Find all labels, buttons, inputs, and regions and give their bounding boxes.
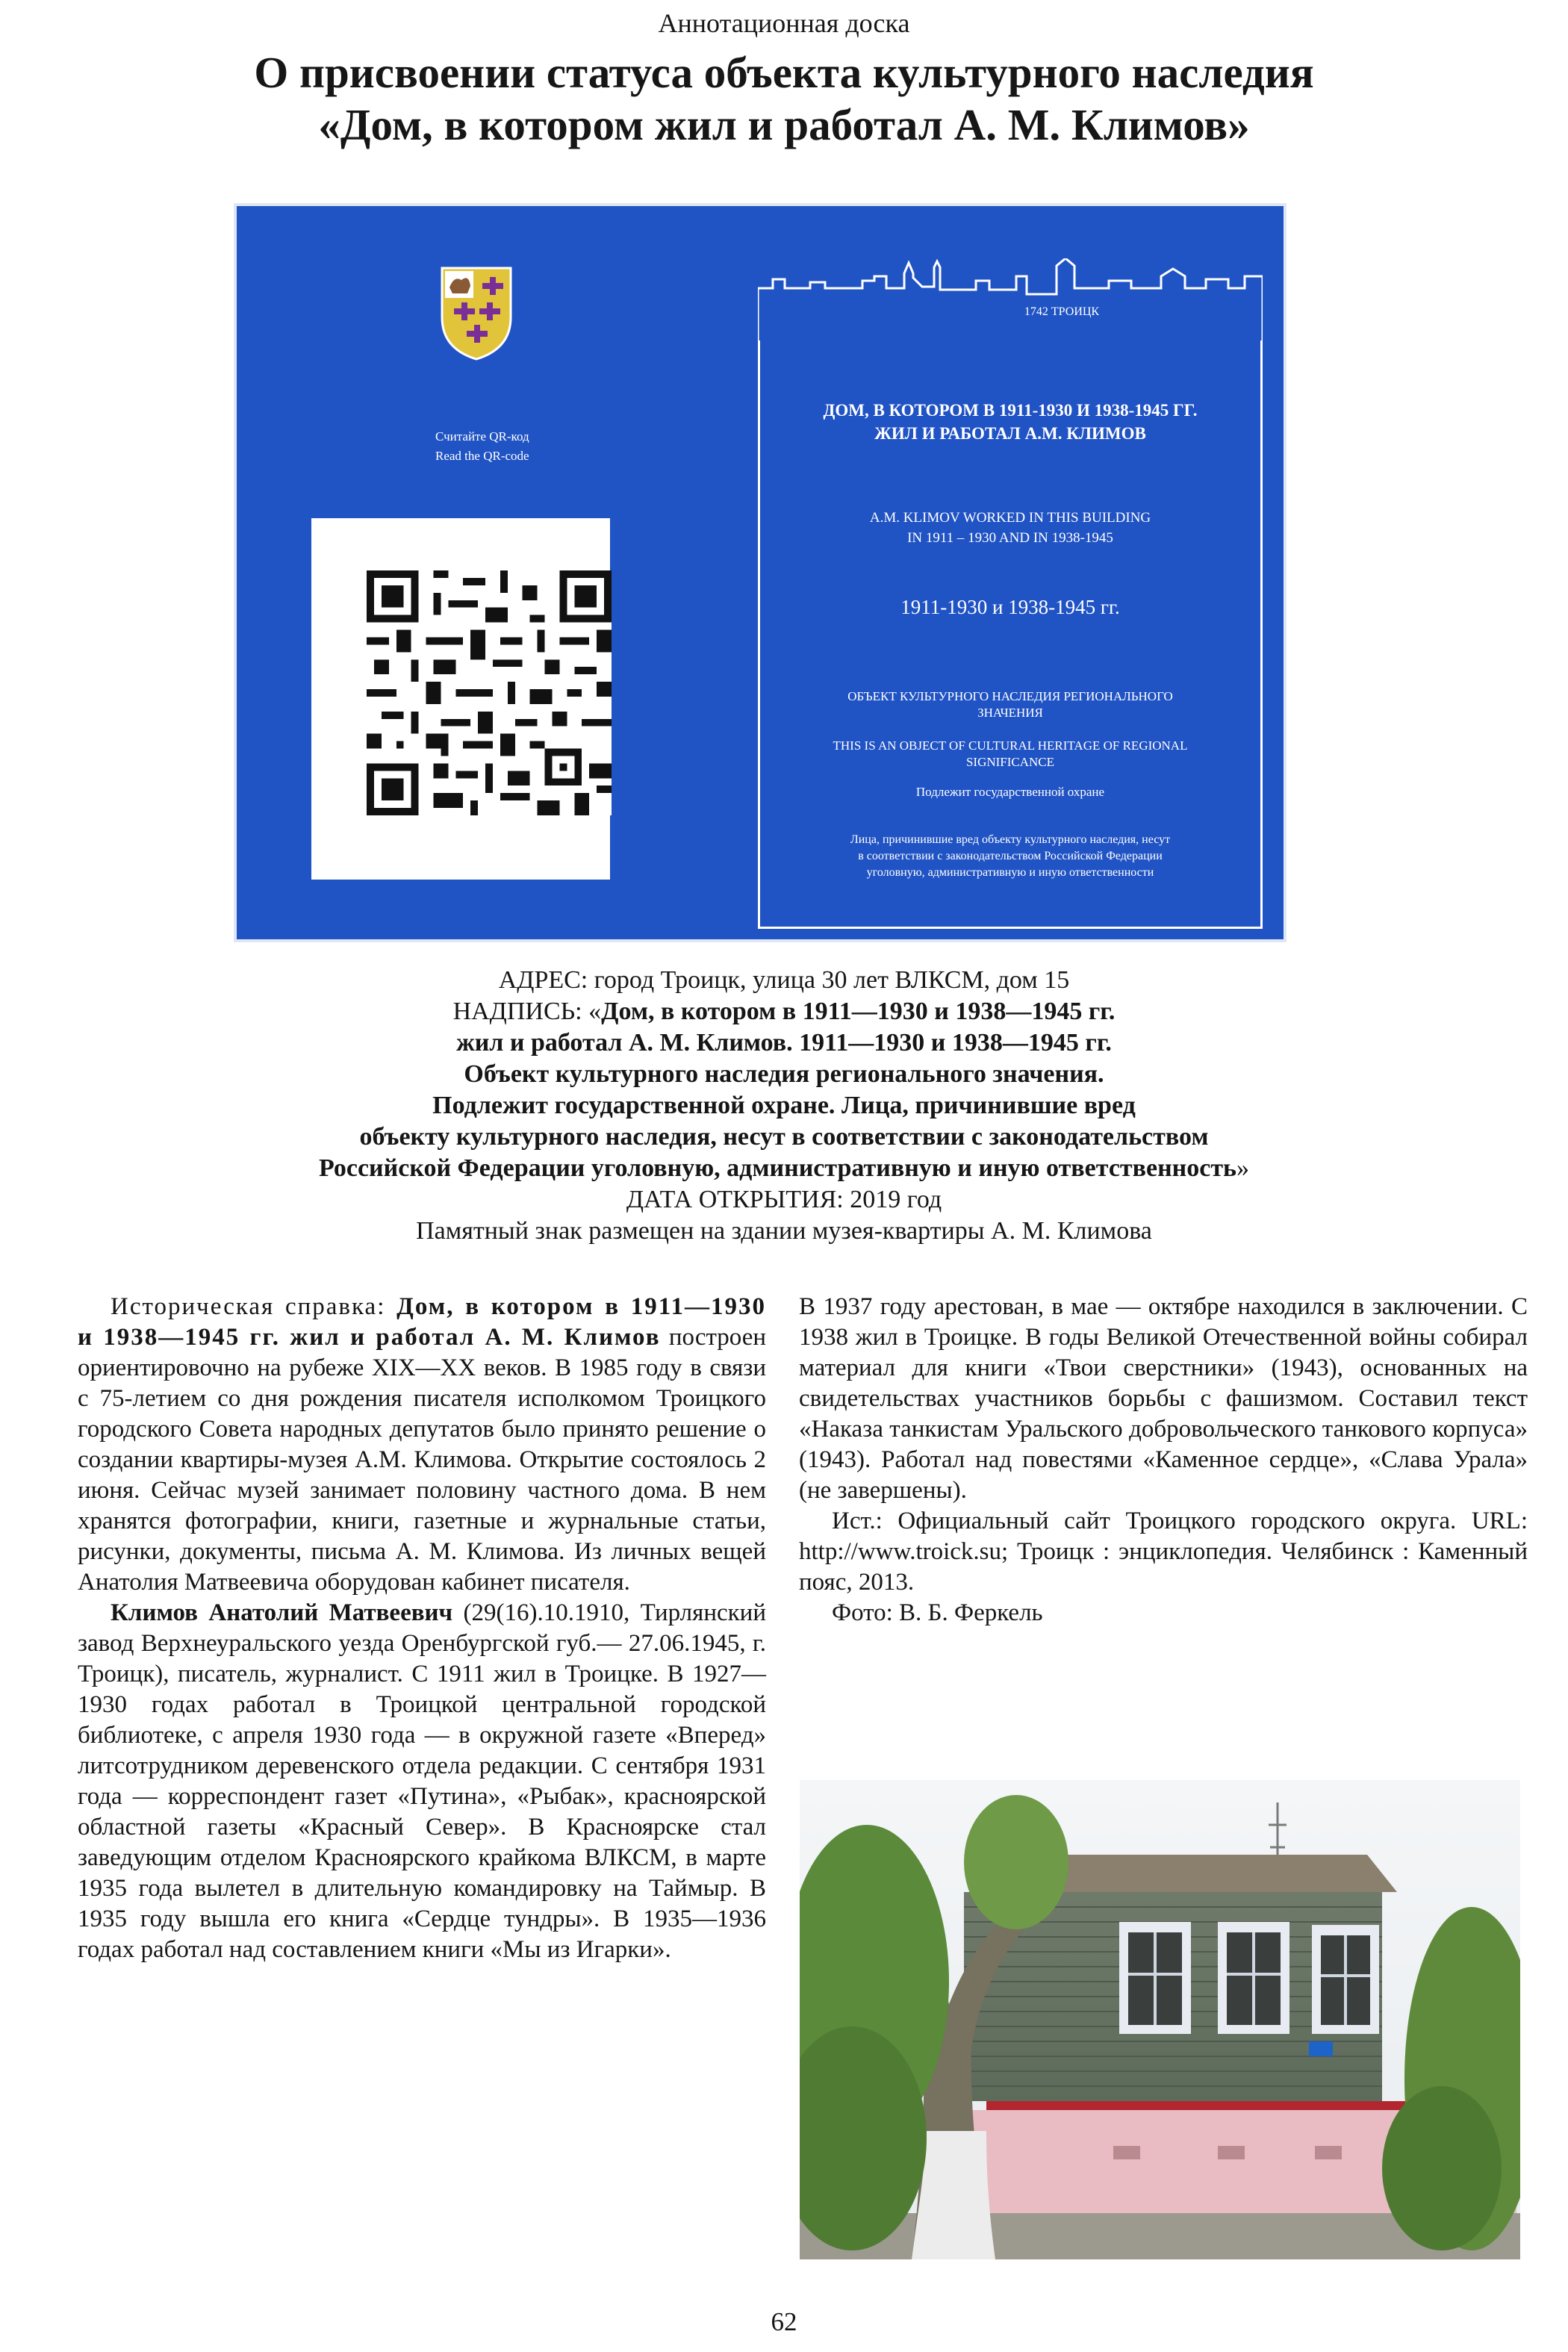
skyline-outline-icon [758,258,1263,348]
section-label: Аннотационная доска [658,8,910,38]
plaque-years: 1911-1930 и 1938-1945 гг. [900,596,1120,618]
plaque-liability-line1: Лица, причинившие вред объекту культурного наследия, несут [850,833,1171,846]
caption-inscription-line4: Подлежит государственной охране. Лица, причинившие вред [432,1092,1136,1119]
title-line-1: О присвоении статуса объекта культурного наследия [254,48,1314,97]
plaque-status-ru-line1: ОБЪЕКТ КУЛЬТУРНОГО НАСЛЕДИЯ РЕГИОНАЛЬНОГО [847,689,1173,703]
article-column-left [78,1292,766,1965]
qr-hint-en: Read the QR-code [435,449,529,463]
page-number: 62 [771,2307,797,2336]
biography-text: (29(16).10.1910, Тирлянский завод Верхнеуральского уезда Оренбургской губ.— 27.06.1945, г. Троицк), писатель, журналист. С 1911 жил в Троицке. В 1927—1930 годах работал в Троицкой центральной городской библиотеке, с апреля 1930 года — в окружной газете «Вперед» литсотрудником деревенского отдела редакции. С сентября 1931 года — корреспондент газет «Путина», «Рыбак», красноярской областной газеты «Красный Север». В Красноярске стал заведующим отделом Красноярского крайкома ВЛКСМ, в марте 1935 года вылетел в длительную командировку на Таймыр. В 1935 году вышла его книга «Сердце тундры». В 1935—1936 годах работал над составлением книги «Мы из Игарки». [78,1599,766,1963]
plaque-status-en-line1: THIS IS AN OBJECT OF CULTURAL HERITAGE OF REGIONAL [833,738,1188,753]
house-photo [800,1780,1520,2259]
qr-code-icon [366,570,612,815]
sources: Ист.: Официальный сайт Троицкого городского округа. URL: http://www.troick.su; Троицк : энциклопедия. Челябинск : Каменный пояс, 2013. [799,1508,1528,1596]
plaque-liability [758,832,1263,881]
coat-of-arms-icon [439,265,514,362]
plaque-liability-line2: в соответствии с законодательством Российской Федерации [858,850,1163,862]
caption-opening-date: ДАТА ОТКРЫТИЯ: 2019 год [626,1186,942,1213]
title-line-2: «Дом, в котором жил и работал А. М. Климов» [318,100,1250,149]
plaque-heading-en-line1: A.M. KLIMOV WORKED IN THIS BUILDING [869,510,1151,526]
qr-hint-ru: Считайте QR-код [435,429,529,444]
article-column-right [799,1292,1528,1628]
plaque-liability-line3: уголовную, административную и иную ответственности [866,866,1154,879]
caption-inscription-line5: объекту культурного наследия, несут в соответствии с законодательством [359,1123,1209,1151]
caption-location-note: Памятный знак размещен на здании музея-квартиры А. М. Климова [416,1217,1152,1245]
plaque-heading-ru-line2: ЖИЛ И РАБОТАЛ А.М. КЛИМОВ [874,424,1146,443]
history-bold: Дом, в котором в 1911—1930 и 1938—1945 гг. жил и работал А. М. Климов [78,1293,766,1351]
caption-inscription-label: НАДПИСЬ: « [452,998,602,1025]
caption-inscription-close: » [1236,1154,1250,1182]
skyline-caption: 1742 ТРОИЦК [1024,305,1100,318]
plaque-caption [0,965,1568,1247]
plaque-status-ru-line2: ЗНАЧЕНИЯ [977,706,1043,720]
caption-inscription-text6: Российской Федерации уголовную, административную и иную ответственность [318,1154,1237,1182]
plaque-status-en [758,738,1263,771]
caption-inscription-text1: Дом, в котором в 1911—1930 и 1938—1945 гг. [601,998,1116,1025]
history-lead: Историческая справка: [111,1293,397,1320]
history-text: построен ориентировочно на рубеже XIX—XX веков. В 1985 году в связи с 75-летием со дня рождения писателя исполкомом Троицкого городского Совета народных депутатов было принято решение о создании квартиры-музея А.М. Климова. Открытие состоялось 2 июня. Сейчас музей занимает половину частного дома. В нем хранятся фотографии, книги, газетные и журнальные статьи, рисунки, документы, письма А. М. Климова. Из личных вещей Анатолия Матвеевича оборудован кабинет писателя. [78,1324,766,1596]
caption-inscription-line3: Объект культурного наследия регионального значения. [464,1060,1104,1088]
caption-inscription-line1 [0,996,1568,1027]
memorial-plaque-photo [234,203,1287,942]
plaque-status-en-line2: SIGNIFICANCE [965,755,1055,769]
biography-continued: В 1937 году арестован, в мае — октябре находился в заключении. С 1938 жил в Троицке. В годы Великой Отечественной войны собирал материал для книги «Твои сверстники» (1943), основанных на свидетельствах участников борьбы с фашизмом. Составил текст «Наказа танкистам Уральского добровольческого танкового корпуса» (1943). Работал над повестями «Каменное сердце», «Слава Урала» (не завершены). [799,1293,1528,1504]
page-title [0,46,1568,151]
biography-paragraph [78,1598,766,1965]
history-paragraph [78,1292,766,1598]
caption-inscription-line6 [0,1153,1568,1184]
biography-name: Климов Анатолий Матвеевич [111,1599,453,1626]
plaque-heading-ru-line1: ДОМ, В КОТОРОМ В 1911-1930 И 1938-1945 ГГ. [823,401,1198,420]
qr-code-card [311,518,610,880]
plaque-heading-en-line2: IN 1911 – 1930 AND IN 1938-1945 [907,530,1113,546]
caption-inscription-line2: жил и работал А. М. Климов. 1911—1930 и 1938—1945 гг. [456,1029,1112,1057]
plaque-heading-en [758,508,1263,548]
plaque-protection: Подлежит государственной охране [915,785,1105,799]
photo-credit: Фото: В. Б. Феркель [832,1599,1043,1626]
plaque-heading-ru [758,399,1263,445]
plaque-status-ru [758,688,1263,721]
caption-address: АДРЕС: город Троицк, улица 30 лет ВЛКСМ, дом 15 [498,966,1070,994]
